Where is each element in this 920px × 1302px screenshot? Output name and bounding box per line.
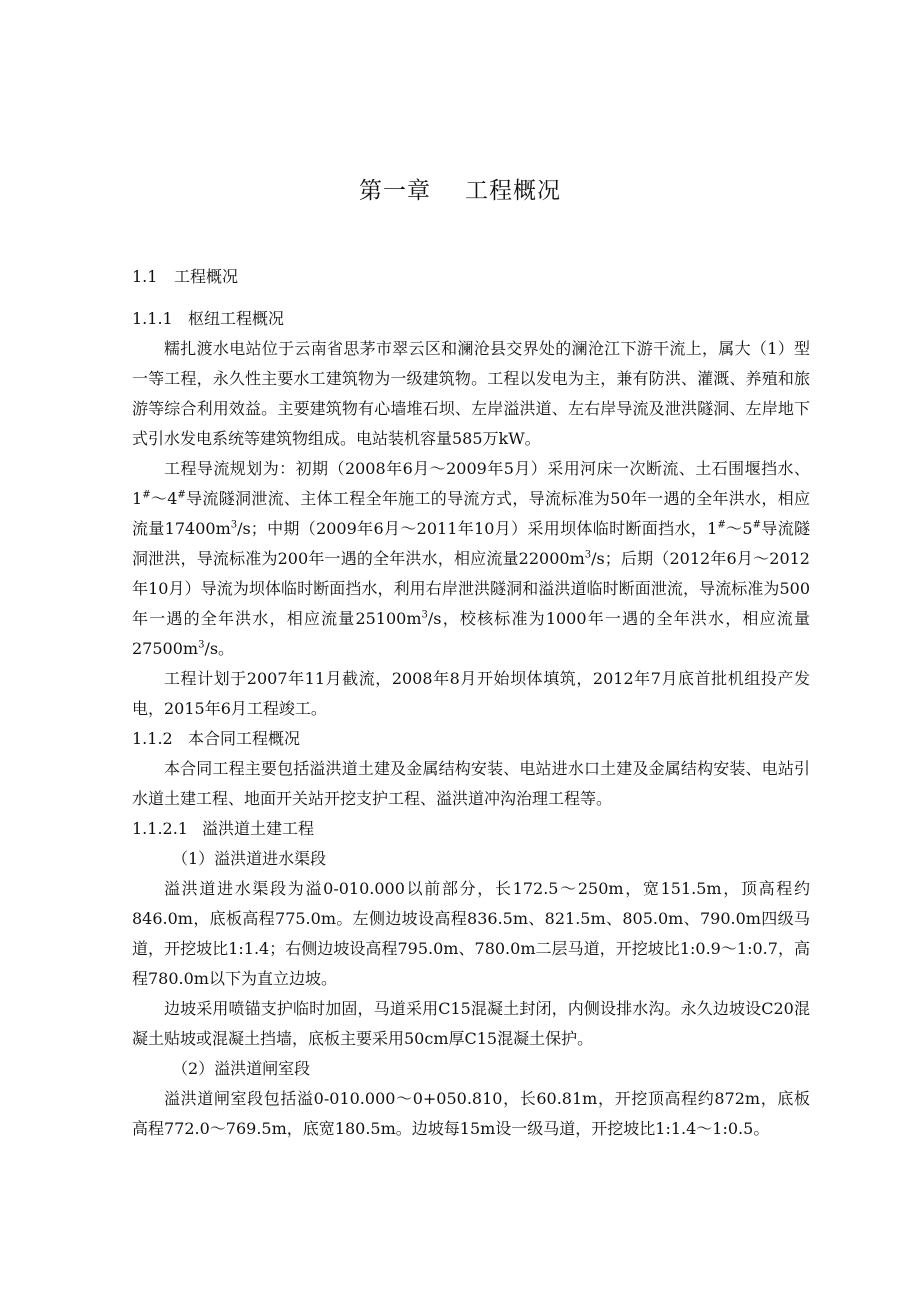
document-body [132,262,810,1144]
subheading-gate-chamber: （2）溢洪道闸室段 [172,1059,311,1078]
section-heading-1-1-2-1: 1.1.2.1 溢洪道土建工程 [132,819,315,838]
subheading-intake-channel: （1）溢洪道进水渠段 [172,849,327,868]
section-heading-1-1-2: 1.1.2 本合同工程概况 [132,729,301,748]
paragraph-slope-support: 边坡采用喷锚支护临时加固，马道采用C15混凝土封闭，内侧设排水沟。永久边坡设C20混凝土贴坡或混凝土挡墙，底板主要采用50cm厚C15混凝土保护。 [132,999,810,1048]
chapter-name: 工程概况 [465,178,561,204]
paragraph-diversion-plan: 工程导流规划为：初期（2008年6月～2009年5月）采用河床一次断流、土石围堰挡水、1#～4#导流隧洞泄流、主体工程全年施工的导流方式，导流标准为50年一遇的全年洪水，相应流量$17400m^3/s$；中期（2009年6月～2011年10月）采用坝体临时断面挡水，1#～5#导流隧洞泄洪，导流标准为200年一遇的全年洪水，相应流量$22000m^3/s$；后期（2012年6月～2012年10月）导流为坝体临时断面挡水，利用右岸泄洪隧洞和溢洪道临时断面泄流，导流标准为500年一遇的全年洪水，相应流量$25100m^3/s$，校核标准为1000年一遇的全年洪水，相应流量$27500m^3/s$。 [132,459,810,658]
chapter-title [0,172,920,205]
paragraph-contract-scope: 本合同工程主要包括溢洪道土建及金属结构安装、电站进水口土建及金属结构安装、电站引水道土建工程、地面开关站开挖支护工程、溢洪道冲沟治理工程等。 [132,759,810,808]
paragraph-intake-channel: 溢洪道进水渠段为溢0-010.000以前部分，长172.5～250m，宽151.5m，顶高程约846.0m，底板高程775.0m。左侧边坡设高程836.5m、821.5m、805.0m、790.0m四级马道，开挖坡比1:1.4；右侧边坡设高程795.0m、780.0m二层马道，开挖坡比1:0.9～1:0.7，高程780.0m以下为直立边坡。 [132,879,810,988]
paragraph-hub-overview: 糯扎渡水电站位于云南省思茅市翠云区和澜沧县交界处的澜沧江下游干流上，属大（1）型一等工程，永久性主要水工建筑物为一级建筑物。工程以发电为主，兼有防洪、灌溉、养殖和旅游等综合利用效益。主要建筑物有心墙堆石坝、左岸溢洪道、左右岸导流及泄洪隧洞、左岸地下式引水发电系统等建筑物组成。电站装机容量585万kW。 [132,339,810,448]
section-heading-1-1: 1.1 工程概况 [132,267,239,286]
paragraph-schedule: 工程计划于2007年11月截流，2008年8月开始坝体填筑，2012年7月底首批机组投产发电，2015年6月工程竣工。 [132,669,810,718]
paragraph-gate-chamber: 溢洪道闸室段包括溢0-010.000～0+050.810，长60.81m，开挖顶高程约872m，底板高程772.0～769.5m，底宽180.5m。边坡每15m设一级马道，开挖坡比1:1.4～1:0.5。 [132,1089,810,1138]
section-heading-1-1-1: 1.1.1 枢纽工程概况 [132,309,285,328]
chapter-number: 第一章 [359,178,431,204]
